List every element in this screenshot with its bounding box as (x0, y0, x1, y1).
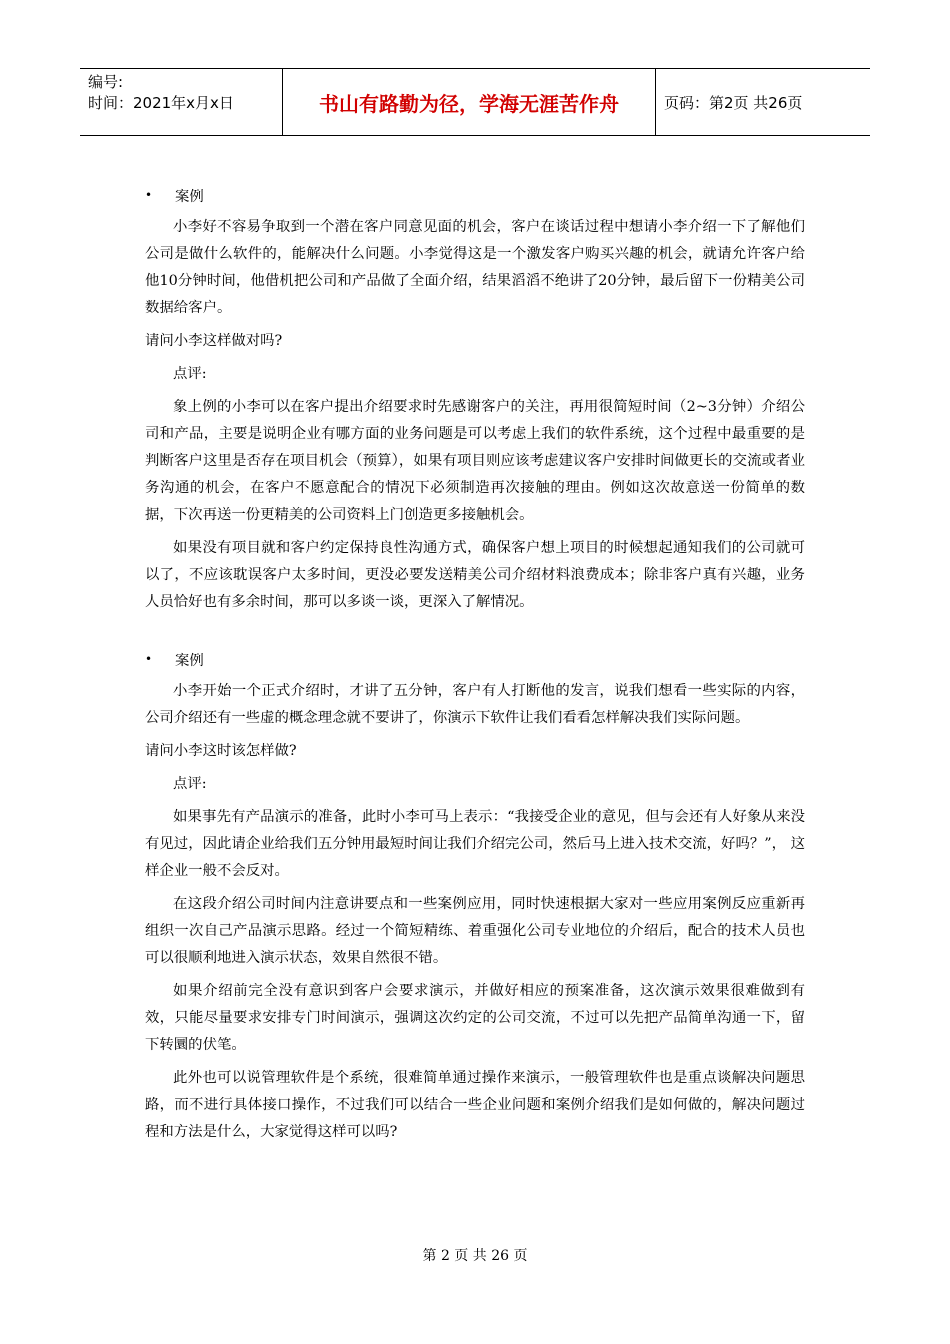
header-page-info: 页码：第2页 共26页 (664, 93, 803, 112)
comment-paragraph: 在这段介绍公司时间内注意讲要点和一些案例应用，同时快速根据大家对一些应用案例反应重新再组织一次自己产品演示思路。经过一个简短精练、着重强化公司专业地位的介绍后，配合的技术人员也可以很顺利地进入演示状态，效果自然很不错。 (145, 896, 805, 966)
header-meta (80, 69, 283, 135)
section-heading (145, 180, 805, 210)
header-number-label: 编号: (88, 73, 124, 91)
header-motto: 书山有路勤为径，学海无涯苦作舟 (283, 69, 656, 135)
case-paragraph: 小李开始一个正式介绍时，才讲了五分钟，客户有人打断他的发言，说我们想看一些实际的内容，公司介绍还有一些虚的概念理念就不要讲了，你演示下软件让我们看看怎样解决我们实际问题。 (145, 683, 805, 726)
header-time: 时间：2021年x月x日 (88, 94, 234, 112)
comment-paragraph: 象上例的小李可以在客户提出介绍要求时先感谢客户的关注，再用很简短时间（2~3分钟）介绍公司和产品，主要是说明企业有哪方面的业务问题是可以考虑上我们的软件系统，这个过程中最重要的是判断客户这里是否存在项目机会（预算），如果有项目则应该考虑建议客户安排时间做更长的交流或者业务沟通的机会，在客户不愿意配合的情况下必须制造再次接触的理由。例如这次故意送一份简单的数据，下次再送一份更精美的公司资料上门创造更多接触机会。 (145, 399, 805, 523)
page-header (80, 68, 870, 136)
comment-paragraph: 如果事先有产品演示的准备，此时小李可马上表示：“我接受企业的意见，但与会还有人好象从来没有见过，因此请企业给我们五分钟用最短时间让我们介绍完公司，然后马上进入技术交流，好吗？”， 这样企业一般不会反对。 (145, 809, 805, 879)
section-title: 案例 (175, 188, 204, 205)
comment-label: 点评: (173, 366, 207, 382)
document-body (145, 180, 805, 1152)
question-text: 请问小李这样做对吗? (145, 333, 283, 349)
comment-label: 点评: (173, 776, 207, 792)
comment-paragraph: 如果介绍前完全没有意识到客户会要求演示，并做好相应的预案准备，这次演示效果很难做到有效，只能尽量要求安排专门时间演示，强调这次约定的公司交流，不过可以先把产品简单沟通一下，留下转圜的伏笔。 (145, 983, 805, 1053)
case-paragraph: 小李好不容易争取到一个潜在客户同意见面的机会，客户在谈话过程中想请小李介绍一下了解他们公司是做什么软件的，能解决什么问题。小李觉得这是一个激发客户购买兴趣的机会，就请允许客户给他10分钟时间，他借机把公司和产品做了全面介绍，结果滔滔不绝讲了20分钟，最后留下一份精美公司数据给客户。 (145, 219, 805, 316)
section-title: 案例 (175, 652, 204, 669)
bullet-icon: • (145, 188, 153, 202)
bullet-icon: • (145, 652, 153, 666)
comment-paragraph: 如果没有项目就和客户约定保持良性沟通方式，确保客户想上项目的时候想起通知我们的公司就可以了，不应该耽误客户太多时间，更没必要发送精美公司介绍材料浪费成本；除非客户真有兴趣，业务人员恰好也有多余时间，那可以多谈一谈，更深入了解情况。 (145, 540, 805, 610)
question-text: 请问小李这时该怎样做? (145, 743, 297, 759)
section-heading (145, 644, 805, 674)
page-footer: 第 2 页 共 26 页 (422, 1248, 528, 1264)
comment-paragraph: 此外也可以说管理软件是个系统，很难简单通过操作来演示，一般管理软件也是重点谈解决问题思路，而不进行具体接口操作，不过我们可以结合一些企业问题和案例介绍我们是如何做的，解决问题过程和方法是什么，大家觉得这样可以吗? (145, 1070, 805, 1140)
